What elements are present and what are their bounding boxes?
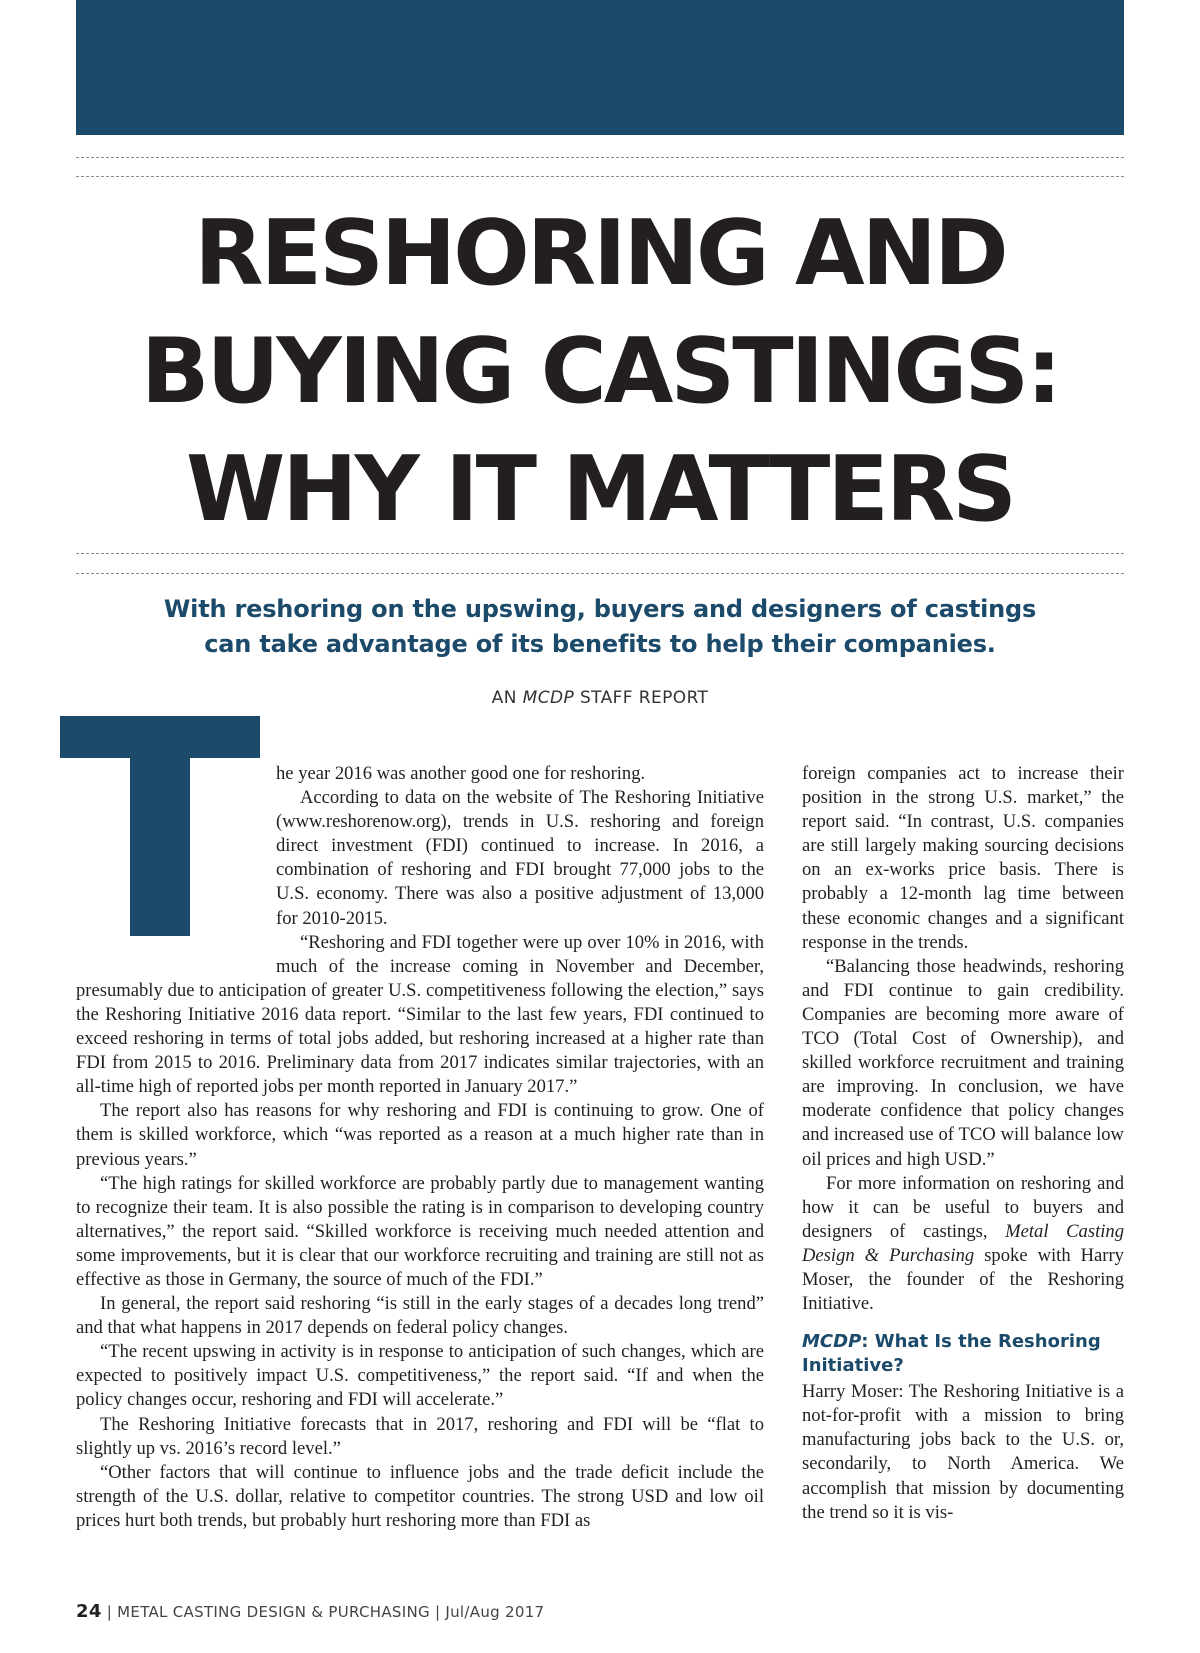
- article-title: [60, 195, 1140, 549]
- article-deck: [60, 592, 1140, 662]
- body-paragraph: he year 2016 was another good one for reshoring.: [276, 763, 646, 784]
- paragraph-text: spoke with Harry Moser, the founder of the Reshoring Initiative.: [802, 1244, 1124, 1315]
- footer-separator: |: [434, 1603, 441, 1621]
- body-column-left: [76, 762, 764, 1533]
- issue-date: Jul/Aug 2017: [445, 1603, 545, 1621]
- deck-line: can take advantage of its benefits to help their companies.: [204, 630, 996, 658]
- body-paragraph: “Balancing those headwinds, reshoring and FDI continue to gain credibility. Companies are becoming more aware of TCO (Total Cost of Ownership), and skilled workforce recruitment and training are improving. In conclusion, we have moderate confidence that policy changes and increased use of TCO will balance low oil prices and high USD.”: [802, 955, 1124, 1170]
- body-paragraph: “The high ratings for skilled workforce are probably partly due to management wanting to recognize their team. It is also possible the rating is in comparison to developing country alternatives,” the report said. “Skilled workforce is receiving much needed attention and some improvements, but it is clear that our workforce recruiting and training are still not as effective as those in Germany, the source of much of the FDI.”: [76, 1172, 764, 1290]
- question-speaker: MCDP: [802, 1331, 862, 1353]
- divider-rule: [76, 176, 1124, 177]
- page-number: 24: [76, 1601, 102, 1622]
- publication-name: Metal Casting Design & Purchasing: [802, 1220, 1124, 1266]
- divider-rule: [76, 573, 1124, 574]
- body-paragraph: [802, 1172, 1124, 1317]
- body-paragraph: foreign companies act to increase their position in the strong U.S. market,” the report said. “In contrast, U.S. companies are still largely making sourcing decisions on an ex-works price basis. There is probably a 12-month lag time between these economic changes and a significant response in the trends.: [802, 763, 1124, 953]
- interview-answer: Harry Moser: The Reshoring Initiative is a not-for-profit with a mission to bring manufacturing jobs back to the U.S. or, secondarily, to North America. We accomplish that mission by documenting the trend so it is vis-: [802, 1381, 1124, 1523]
- byline-italic: MCDP: [522, 688, 575, 708]
- publication-title: METAL CASTING DESIGN & PURCHASING: [117, 1603, 430, 1621]
- title-line: RESHORING AND: [194, 201, 1006, 306]
- body-column-right: [802, 762, 1124, 1525]
- question-text: : What Is the Reshoring Initiative?: [802, 1331, 1101, 1377]
- body-paragraph: In general, the report said reshoring “is still in the early stages of a decades long trend” and that what happens in 2017 depends on federal policy changes.: [76, 1293, 764, 1339]
- byline-suffix: STAFF REPORT: [579, 688, 709, 708]
- page-footer: [76, 1601, 544, 1622]
- interview-question-heading: [802, 1330, 1124, 1378]
- byline-prefix: AN: [491, 688, 517, 708]
- title-line: WHY IT MATTERS: [186, 437, 1014, 542]
- body-paragraph: The report also has reasons for why reshoring and FDI is continuing to grow. One of them is skilled workforce, which “was reported as a reason at a much higher rate than in previous years.”: [76, 1100, 764, 1170]
- divider-rule: [76, 553, 1124, 554]
- deck-line: With reshoring on the upswing, buyers and designers of castings: [163, 595, 1037, 623]
- footer-separator: |: [106, 1603, 113, 1621]
- divider-rule: [76, 157, 1124, 158]
- header-banner: [76, 0, 1124, 135]
- body-paragraph: “Other factors that will continue to influence jobs and the trade deficit include the strength of the U.S. dollar, relative to competitor countries. The strong USD and low oil prices hurt both trends, but probably hurt reshoring more than FDI as: [76, 1461, 764, 1531]
- body-paragraph: “The recent upswing in activity is in response to anticipation of such changes, which are expected to positively impact U.S. competitiveness,” the report said. “If and when the policy changes occur, reshoring and FDI will accelerate.”: [76, 1341, 764, 1411]
- body-paragraph: According to data on the website of The Reshoring Initiative (www.reshorenow.org), trends in U.S. reshoring and foreign direct investment (FDI) continued to increase. In 2016, a combination of reshoring and FDI brought 77,000 jobs to the U.S. economy. There was also a positive adjustment of 13,000 for 2010-2015.: [276, 787, 764, 929]
- paragraph-text: For more information on reshoring and how it can be useful to buyers and designers of castings,: [802, 1172, 1124, 1242]
- body-paragraph: The Reshoring Initiative forecasts that in 2017, reshoring and FDI will be “flat to slightly up vs. 2016’s record level.”: [76, 1413, 764, 1459]
- body-paragraph: “Reshoring and FDI together were up over 10% in 2016, with much of the increase coming in November and December, presumably due to anticipation of greater U.S. competitiveness following the election,” says the Reshoring Initiative 2016 data report. “Similar to the last few years, FDI continued to exceed reshoring in terms of total jobs added, but reshoring increased at a higher rate than FDI from 2015 to 2016. Preliminary data from 2017 indicates similar trajectories, with an all-time high of reported jobs per month reported in January 2017.”: [76, 931, 764, 1098]
- title-line: BUYING CASTINGS:: [140, 319, 1060, 424]
- byline: [300, 688, 900, 708]
